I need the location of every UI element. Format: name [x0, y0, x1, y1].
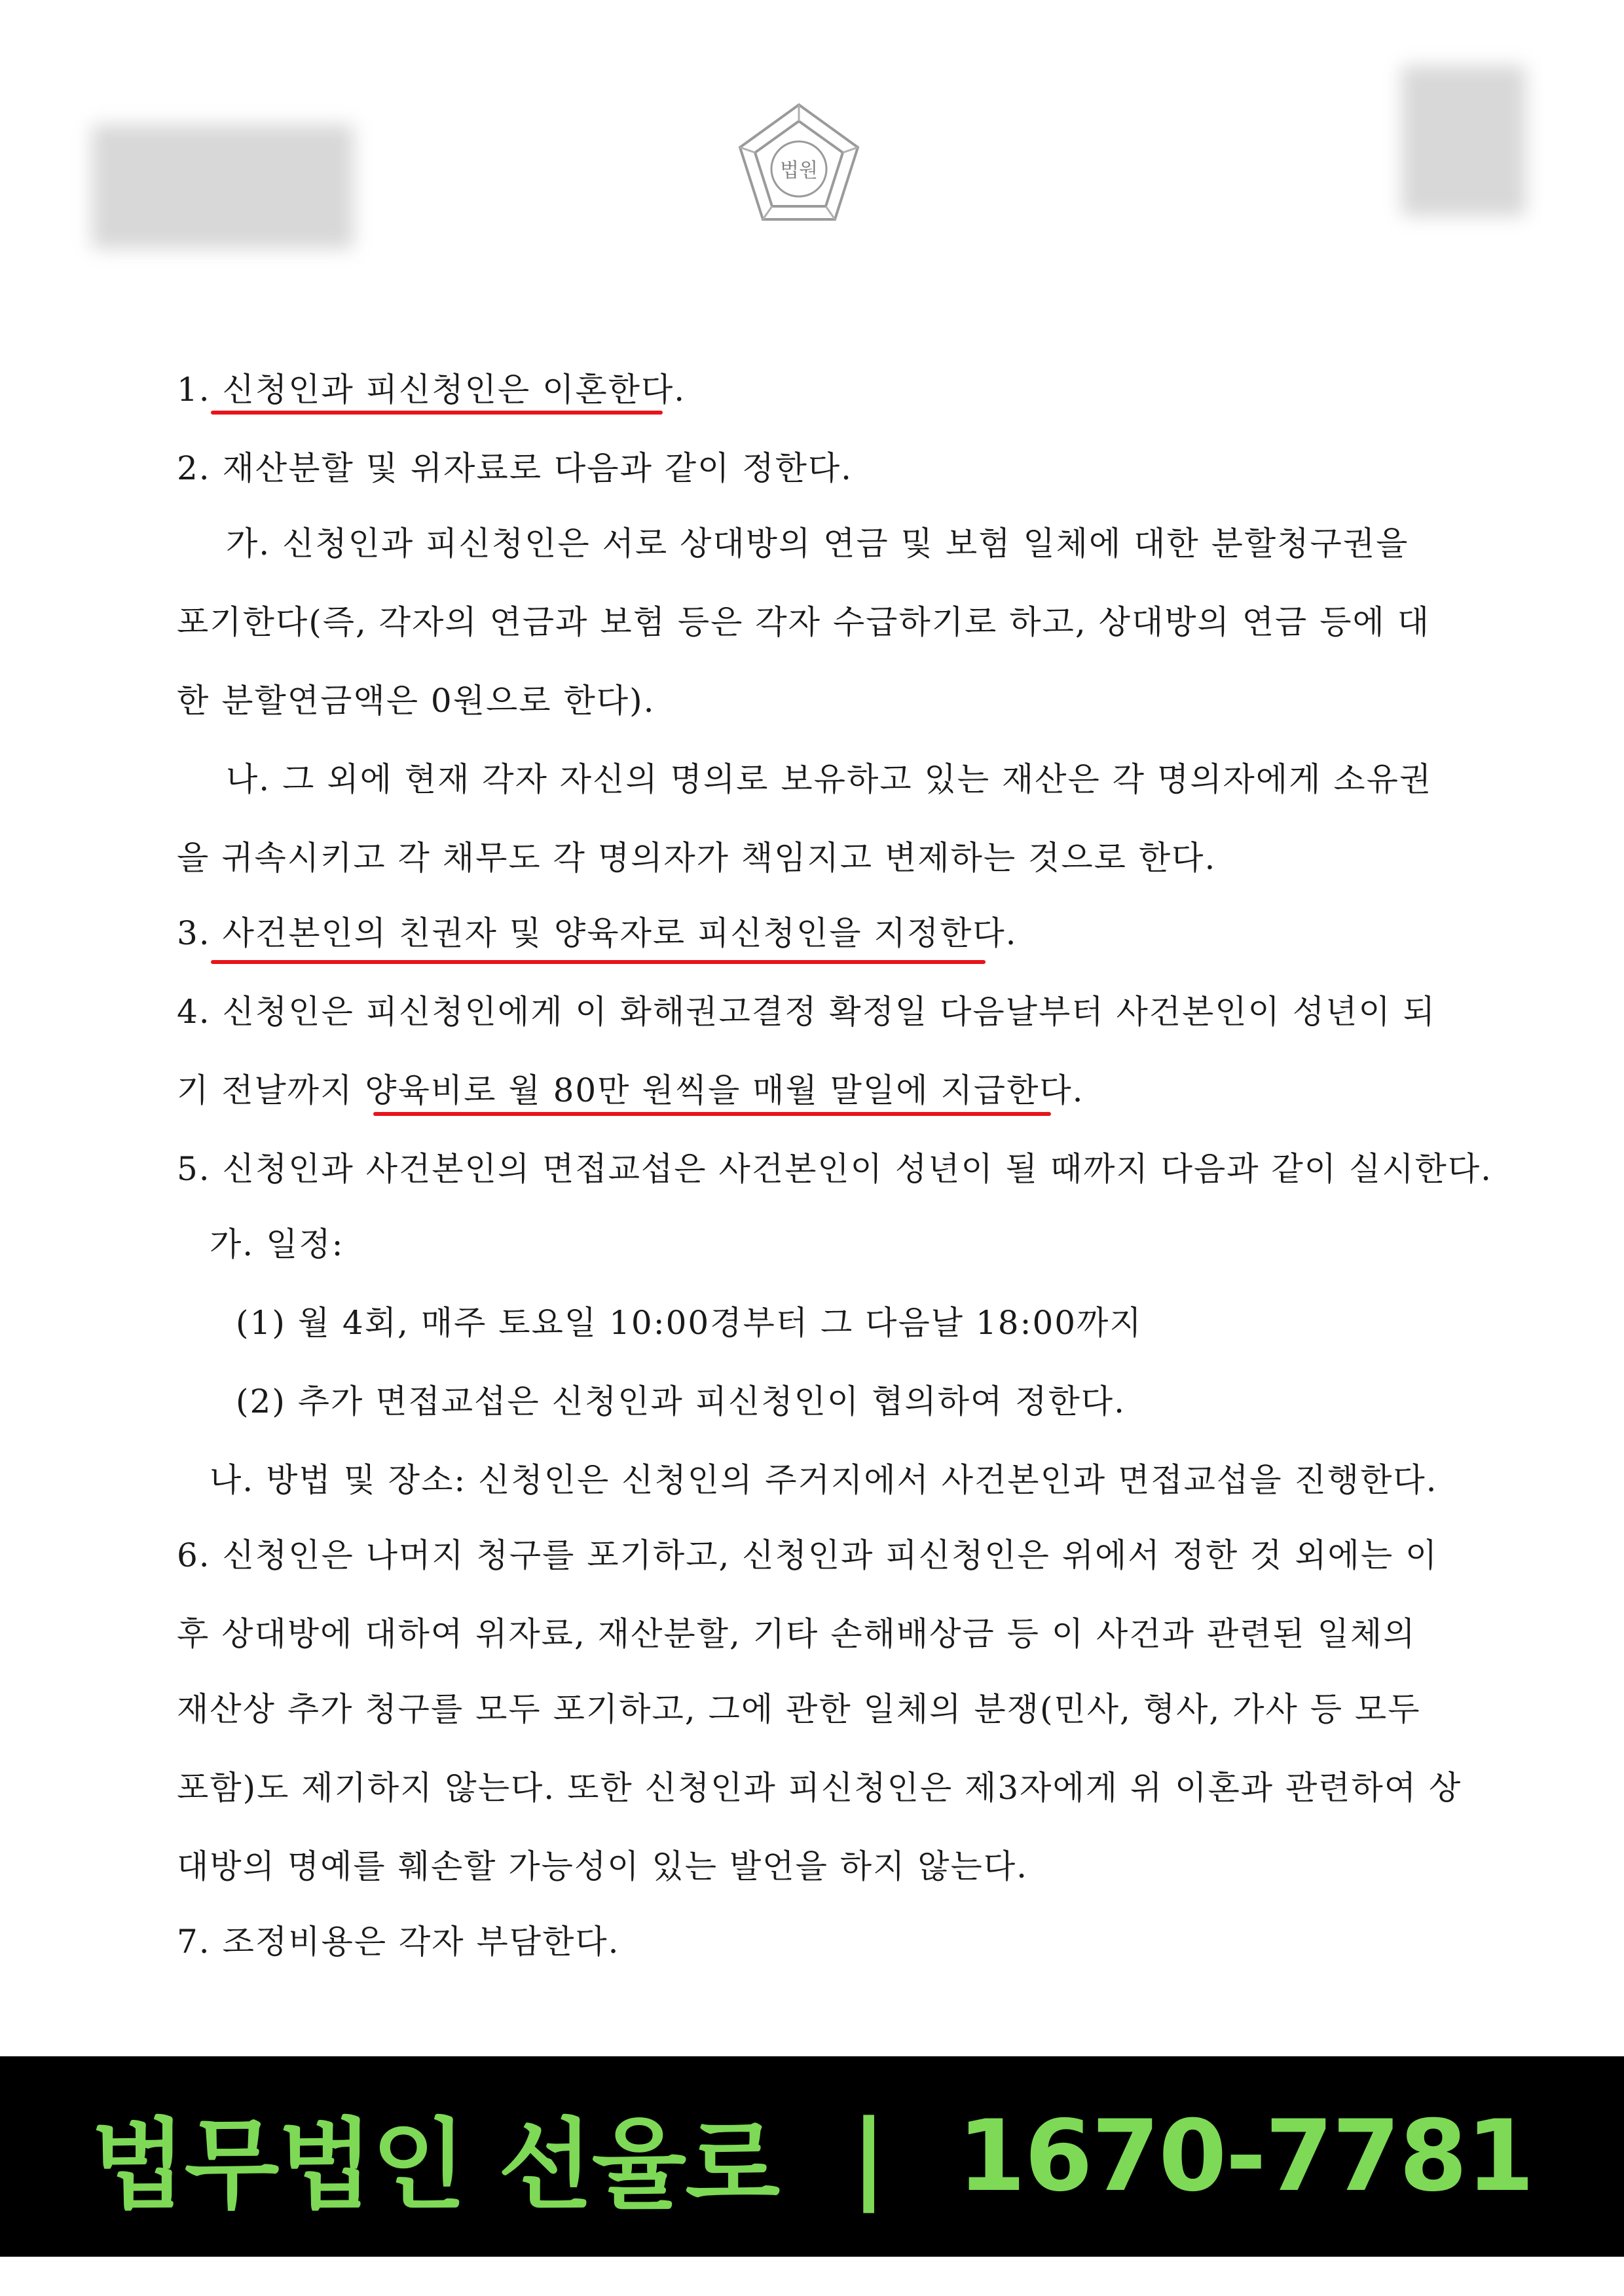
clause-2: 2. 재산분할 및 위자료로 다음과 같이 정한다. [177, 449, 853, 487]
footer-phone[interactable]: 1670-7781 [957, 2100, 1534, 2213]
clause-2-ga-line-1: 가. 신청인과 피신청인은 서로 상대방의 연금 및 보험 일체에 대한 분할청구권을 [226, 525, 1409, 563]
underline-clause-1 [211, 411, 663, 415]
clause-6-line-3: 재산상 추가 청구를 모두 포기하고, 그에 관한 일체의 분쟁(민사, 형사, 가사 등 모두 [177, 1690, 1421, 1728]
underline-clause-3 [211, 960, 986, 964]
clause-4-line-1: 4. 신청인은 피신청인에게 이 화해권고결정 확정일 다음날부터 사건본인이 성년이 되 [177, 993, 1436, 1031]
court-seal-icon [724, 92, 874, 242]
clause-5: 5. 신청인과 사건본인의 면접교섭은 사건본인이 성년이 될 때까지 다음과 같이 실시한다. [177, 1150, 1493, 1188]
clause-2-na-line-2: 을 귀속시키고 각 채무도 각 명의자가 책임지고 변제하는 것으로 한다. [177, 839, 1217, 877]
clause-4-line-2: 기 전날까지 양육비로 월 80만 원씩을 매월 말일에 지급한다. [177, 1071, 1084, 1109]
clause-3: 3. 사건본인의 친권자 및 양육자로 피신청인을 지정한다. [177, 914, 1018, 952]
clause-6-line-1: 6. 신청인은 나머지 청구를 포기하고, 신청인과 피신청인은 위에서 정한 것 외에는 이 [177, 1536, 1439, 1574]
seal-text: 법원 [780, 159, 818, 182]
bottom-margin [0, 2257, 1624, 2296]
clause-2-ga-line-3: 한 분할연금액은 0원으로 한다). [177, 682, 655, 720]
clause-2-ga-line-2: 포기한다(즉, 각자의 연금과 보험 등은 각자 수급하기로 하고, 상대방의 연금 등에 대 [177, 603, 1431, 641]
clause-6-line-4: 포함)도 제기하지 않는다. 또한 신청인과 피신청인은 제3자에게 위 이혼과 관련하여 상 [177, 1769, 1462, 1807]
clause-7: 7. 조정비용은 각자 부담한다. [177, 1923, 620, 1961]
footer-separator: | [851, 2100, 886, 2213]
clause-1: 1. 신청인과 피신청인은 이혼한다. [177, 371, 686, 409]
clause-2-na-line-1: 나. 그 외에 현재 각자 자신의 명의로 보유하고 있는 재산은 각 명의자에게 소유권 [226, 760, 1433, 798]
blurred-stamp-left [92, 124, 354, 249]
blurred-stamp-right [1401, 65, 1526, 216]
clause-5-ga-2: (2) 추가 면접교섭은 신청인과 피신청인이 협의하여 정한다. [236, 1382, 1126, 1420]
underline-clause-4 [373, 1112, 1051, 1116]
clause-6-line-2: 후 상대방에 대하여 위자료, 재산분할, 기타 손해배상금 등 이 사건과 관련된 일체의 [177, 1615, 1416, 1653]
footer-banner [0, 2056, 1624, 2257]
clause-6-line-5: 대방의 명예를 훼손할 가능성이 있는 발언을 하지 않는다. [177, 1847, 1029, 1885]
footer-firm-name: 법무법인 선율로 [90, 2109, 779, 2223]
clause-5-na: 나. 방법 및 장소: 신청인은 신청인의 주거지에서 사건본인과 면접교섭을 진행한다. [210, 1461, 1438, 1499]
clause-5-ga-1: (1) 월 4회, 매주 토요일 10:00경부터 그 다음날 18:00까지 [236, 1304, 1143, 1342]
clause-5-ga: 가. 일정: [210, 1225, 344, 1263]
